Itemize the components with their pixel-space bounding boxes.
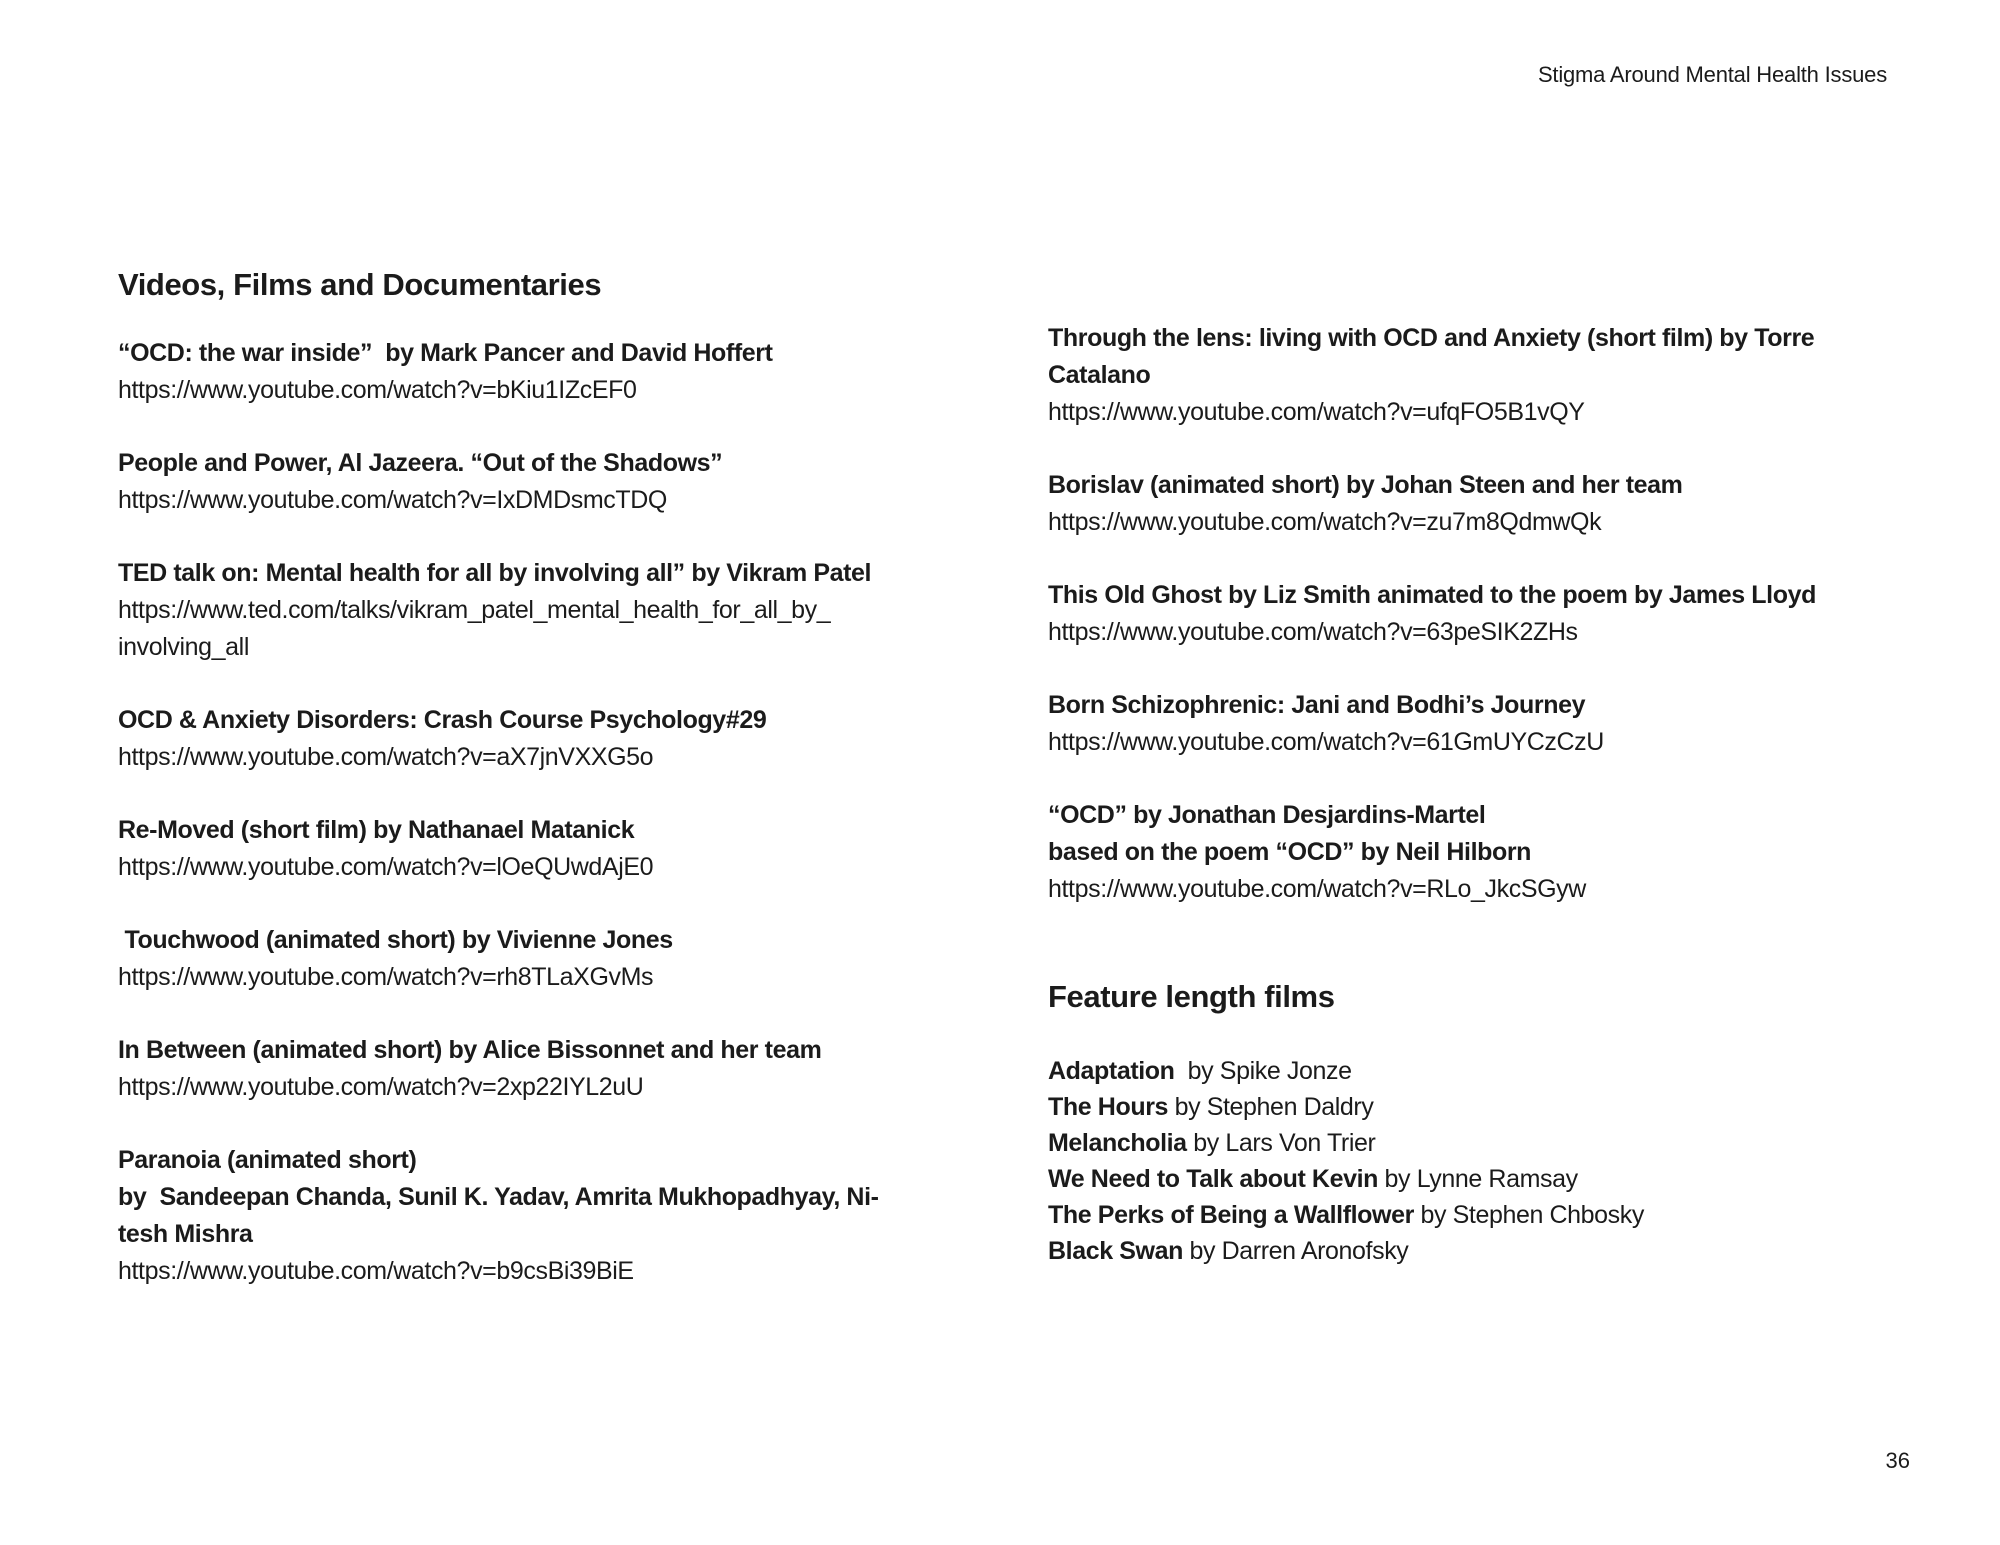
video-entry xyxy=(1048,577,1953,651)
film-credit: by Spike Jonze xyxy=(1174,1057,1352,1085)
video-entry xyxy=(118,335,1023,409)
video-url-link[interactable]: https://www.youtube.com/watch?v=IxDMDsmcTDQ xyxy=(118,486,667,514)
page-header-title: Stigma Around Mental Health Issues xyxy=(1537,62,1887,87)
video-title: “OCD: the war inside” by Mark Pancer and David Hoffert xyxy=(118,339,773,367)
video-url-link[interactable]: involving_all xyxy=(118,633,249,661)
video-url-link[interactable]: https://www.youtube.com/watch?v=zu7m8QdmwQk xyxy=(1048,508,1602,536)
video-url-link[interactable]: https://www.youtube.com/watch?v=2xp22IYL2uU xyxy=(118,1073,644,1101)
film-credit: by Stephen Chbosky xyxy=(1413,1201,1644,1229)
film-title: We Need to Talk about Kevin xyxy=(1048,1165,1378,1193)
film-credit: by Stephen Daldry xyxy=(1168,1093,1374,1121)
video-title: In Between (animated short) by Alice Bissonnet and her team xyxy=(118,1036,822,1064)
video-title: Catalano xyxy=(1048,361,1151,389)
film-list xyxy=(1048,1053,1953,1269)
film-item xyxy=(1048,1089,1953,1125)
right-column xyxy=(1048,320,1953,1269)
left-column xyxy=(118,263,1023,1326)
video-entry xyxy=(1048,320,1953,431)
video-title: Touchwood (animated short) by Vivienne Jones xyxy=(118,926,673,954)
film-credit: by Lynne Ramsay xyxy=(1378,1165,1578,1193)
video-entry xyxy=(118,922,1023,996)
film-item xyxy=(1048,1233,1953,1269)
video-title: by Sandeepan Chanda, Sunil K. Yadav, Amrita Mukhopadhyay, Ni- xyxy=(118,1183,879,1211)
film-title: Black Swan xyxy=(1048,1237,1183,1265)
video-entry xyxy=(1048,797,1953,908)
video-entry xyxy=(118,555,1023,666)
video-url-link[interactable]: https://www.youtube.com/watch?v=aX7jnVXXG5o xyxy=(118,743,654,771)
film-item xyxy=(1048,1161,1953,1197)
films-section-heading: Feature length films xyxy=(1048,979,1335,1014)
film-credit: by Darren Aronofsky xyxy=(1182,1237,1409,1265)
film-item xyxy=(1048,1053,1953,1089)
video-url-link[interactable]: https://www.youtube.com/watch?v=61GmUYCzCzU xyxy=(1048,728,1604,756)
video-url-link[interactable]: https://www.ted.com/talks/vikram_patel_mental_health_for_all_by_ xyxy=(118,596,831,624)
video-title: OCD & Anxiety Disorders: Crash Course Psychology#29 xyxy=(118,706,767,734)
video-url-link[interactable]: https://www.youtube.com/watch?v=rh8TLaXGvMs xyxy=(118,963,654,991)
video-title: TED talk on: Mental health for all by involving all” by Vikram Patel xyxy=(118,559,872,587)
video-entry xyxy=(1048,687,1953,761)
film-item xyxy=(1048,1197,1953,1233)
video-title: “OCD” by Jonathan Desjardins-Martel xyxy=(1048,801,1486,829)
video-title: Through the lens: living with OCD and Anxiety (short film) by Torre xyxy=(1048,324,1815,352)
video-url-link[interactable]: https://www.youtube.com/watch?v=ufqFO5B1vQY xyxy=(1048,398,1585,426)
video-url-link[interactable]: https://www.youtube.com/watch?v=RLo_JkcSGyw xyxy=(1048,875,1586,903)
page-number: 36 xyxy=(1885,1448,1910,1473)
video-title: tesh Mishra xyxy=(118,1220,253,1248)
video-url-link[interactable]: https://www.youtube.com/watch?v=b9csBi39BiE xyxy=(118,1257,634,1285)
film-credit: by Lars Von Trier xyxy=(1186,1129,1376,1157)
video-entry xyxy=(118,702,1023,776)
video-entry xyxy=(118,812,1023,886)
video-url-link[interactable]: https://www.youtube.com/watch?v=lOeQUwdAjE0 xyxy=(118,853,654,881)
videos-section-heading: Videos, Films and Documentaries xyxy=(118,267,602,302)
film-title: Melancholia xyxy=(1048,1129,1187,1157)
video-entry xyxy=(118,1142,1023,1290)
video-title: based on the poem “OCD” by Neil Hilborn xyxy=(1048,838,1532,866)
video-url-link[interactable]: https://www.youtube.com/watch?v=bKiu1IZcEF0 xyxy=(118,376,637,404)
film-title: The Hours xyxy=(1048,1093,1169,1121)
video-entry xyxy=(118,445,1023,519)
video-title: Born Schizophrenic: Jani and Bodhi’s Journey xyxy=(1048,691,1586,719)
video-url-link[interactable]: https://www.youtube.com/watch?v=63peSIK2ZHs xyxy=(1048,618,1578,646)
film-title: The Perks of Being a Wallflower xyxy=(1048,1201,1414,1229)
film-item xyxy=(1048,1125,1953,1161)
video-entry xyxy=(118,1032,1023,1106)
video-title: This Old Ghost by Liz Smith animated to the poem by James Lloyd xyxy=(1048,581,1816,609)
video-entry xyxy=(1048,467,1953,541)
video-title: People and Power, Al Jazeera. “Out of the Shadows” xyxy=(118,449,723,477)
video-title: Borislav (animated short) by Johan Steen and her team xyxy=(1048,471,1683,499)
video-title: Paranoia (animated short) xyxy=(118,1146,417,1174)
video-title: Re-Moved (short film) by Nathanael Matanick xyxy=(118,816,635,844)
film-title: Adaptation xyxy=(1048,1057,1175,1085)
